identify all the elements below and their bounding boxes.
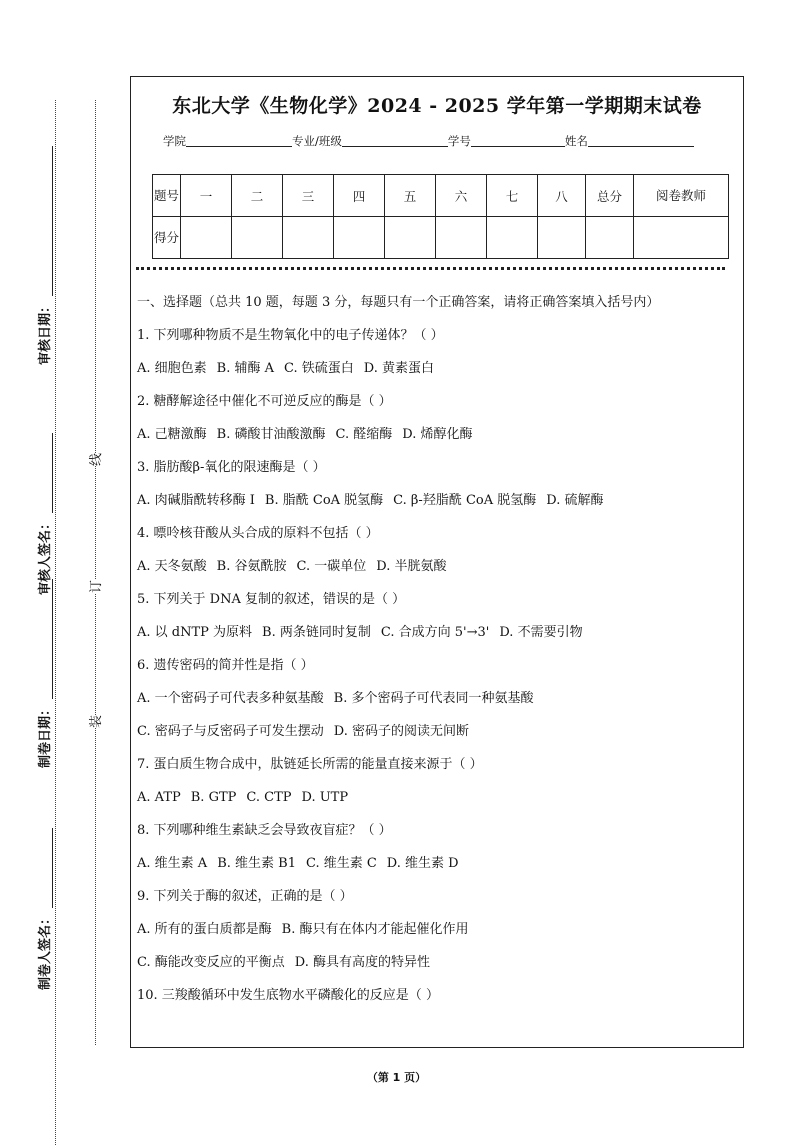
page-number: （第 1 页）	[366, 1071, 427, 1084]
score-col-total: 总分	[586, 175, 634, 217]
question-number-header: 题号	[153, 175, 181, 217]
answer-option: B. 磷酸甘油酸激酶	[216, 427, 326, 442]
answer-option: B. 谷氨酰胺	[216, 559, 287, 574]
review-date-field	[34, 146, 53, 365]
answer-option: D. 酶具有高度的特异性	[294, 955, 430, 970]
option-line	[137, 623, 735, 656]
question-stem: 4. 嘌呤核苷酸从头合成的原料不包括（ ）	[137, 526, 379, 541]
score-col-2: 二	[232, 175, 283, 217]
answer-option: B. 脂酰 CoA 脱氢酶	[264, 493, 384, 508]
answer-option: B. GTP	[190, 790, 237, 805]
name-field[interactable]	[588, 145, 694, 147]
exam-frame	[130, 76, 744, 1048]
review-date-blank[interactable]	[51, 146, 53, 296]
reviewer-signature-label: 审核人签名：	[38, 516, 53, 595]
binding-char-ding: 订	[83, 580, 106, 593]
answer-option: C. β-羟脂酰 CoA 脱氢酶	[393, 493, 537, 508]
answer-option: D. 黄素蛋白	[363, 361, 434, 376]
binding-dotted-line-inner	[95, 100, 96, 1045]
score-col-7: 七	[487, 175, 538, 217]
answer-option: D. 密码子的阅读无间断	[333, 724, 469, 739]
setter-signature-field	[34, 828, 53, 990]
answer-option: C. 密码子与反密码子可发生摆动	[137, 724, 324, 739]
question-stem: 7. 蛋白质生物合成中，肽链延长所需的能量直接来源于（ ）	[137, 757, 483, 772]
question-stem: 1. 下列哪种物质不是生物氧化中的电子传递体？（ ）	[137, 328, 444, 343]
question-stem: 2. 糖酵解途径中催化不可逆反应的酶是（ ）	[137, 394, 392, 409]
option-line	[137, 854, 735, 887]
answer-option: C. 酶能改变反应的平衡点	[137, 955, 285, 970]
answer-option: B. 酶只有在体内才能起催化作用	[281, 922, 469, 937]
option-line	[137, 425, 735, 458]
answer-option: D. 不需要引物	[499, 625, 583, 640]
answer-option: B. 多个密码子可代表同一种氨基酸	[333, 691, 534, 706]
question-stem: 3. 脂肪酸β-氧化的限速酶是（ ）	[137, 460, 326, 475]
binding-char-xian: 线	[83, 453, 106, 466]
score-cell-total[interactable]	[586, 217, 634, 259]
answer-option: B. 辅酶 A	[216, 361, 274, 376]
score-cell-1[interactable]	[181, 217, 232, 259]
score-col-4: 四	[334, 175, 385, 217]
option-line	[137, 722, 735, 755]
question-stem: 5. 下列关于 DNA 复制的叙述，错误的是（ ）	[137, 592, 406, 607]
setter-date-label: 制卷日期：	[38, 702, 53, 768]
score-cell-3[interactable]	[283, 217, 334, 259]
option-line	[137, 491, 735, 524]
student-id-label: 学号	[447, 134, 471, 148]
score-cell-7[interactable]	[487, 217, 538, 259]
answer-option: D. 烯醇化酶	[402, 427, 473, 442]
setter-signature-label: 制卷人签名：	[38, 911, 53, 990]
answer-option: D. 维生素 D	[386, 856, 459, 871]
college-label: 学院	[163, 134, 186, 148]
question-stem: 10. 三羧酸循环中发生底物水平磷酸化的反应是（ ）	[137, 988, 439, 1003]
question-stem: 8. 下列哪种维生素缺乏会导致夜盲症？（ ）	[137, 823, 392, 838]
score-table	[152, 174, 729, 259]
answer-option: C. 合成方向 5'→3'	[380, 625, 490, 640]
score-col-1: 一	[181, 175, 232, 217]
answer-option: C. 铁硫蛋白	[284, 361, 354, 376]
score-col-3: 三	[283, 175, 334, 217]
answer-option: C. 一碳单位	[296, 559, 367, 574]
name-label: 姓名	[564, 134, 588, 148]
reviewer-signature-blank[interactable]	[51, 433, 53, 513]
section-heading: 一、选择题（总共 10 题，每题 3 分，每题只有一个正确答案，请将正确答案填入括号内）	[137, 295, 660, 310]
setter-date-blank[interactable]	[51, 579, 53, 699]
answer-option: A. 肉碱脂酰转移酶 I	[137, 493, 255, 508]
option-line	[137, 557, 735, 590]
answer-option: A. ATP	[137, 790, 181, 805]
score-col-grader: 阅卷教师	[634, 175, 729, 217]
setter-signature-blank[interactable]	[51, 828, 53, 908]
score-cell-4[interactable]	[334, 217, 385, 259]
answer-option: A. 细胞色素	[137, 361, 207, 376]
answer-option: A. 以 dNTP 为原料	[137, 625, 253, 640]
college-field[interactable]	[186, 145, 292, 147]
answer-option: C. 维生素 C	[305, 856, 377, 871]
major-class-label: 专业/班级	[292, 134, 342, 148]
binding-char-zhuang: 装	[83, 715, 106, 728]
major-class-field[interactable]	[342, 145, 448, 147]
option-line	[137, 359, 735, 392]
answer-option: A. 己糖激酶	[137, 427, 207, 442]
answer-option: D. 半胱氨酸	[376, 559, 447, 574]
answer-option: D. 硫解酶	[546, 493, 604, 508]
option-line	[137, 953, 735, 986]
answer-option: A. 维生素 A	[137, 856, 208, 871]
score-col-8: 八	[538, 175, 586, 217]
answer-option: A. 一个密码子可代表多种氨基酸	[137, 691, 324, 706]
binding-dotted-line-outer	[55, 100, 56, 1145]
answer-option: B. 维生素 B1	[217, 856, 296, 871]
score-col-6: 六	[436, 175, 487, 217]
score-col-5: 五	[385, 175, 436, 217]
score-row-header: 得分	[153, 217, 181, 259]
option-line	[137, 689, 735, 722]
dotted-separator	[136, 267, 725, 270]
option-line	[137, 920, 735, 953]
answer-option: C. 醛缩酶	[335, 427, 393, 442]
score-cell-5[interactable]	[385, 217, 436, 259]
score-cell-grader[interactable]	[634, 217, 729, 259]
answer-option: D. UTP	[301, 790, 349, 805]
answer-option: A. 天冬氨酸	[137, 559, 207, 574]
review-date-label: 审核日期：	[38, 299, 53, 365]
score-cell-6[interactable]	[436, 217, 487, 259]
score-cell-2[interactable]	[232, 217, 283, 259]
student-info-row	[163, 133, 694, 149]
setter-date-field	[34, 579, 53, 768]
option-line	[137, 788, 735, 821]
question-stem: 9. 下列关于酶的叙述，正确的是（ ）	[137, 889, 353, 904]
answer-option: B. 两条链同时复制	[262, 625, 371, 640]
reviewer-signature-field	[34, 433, 53, 595]
exam-title: 东北大学《生物化学》2024 - 2025 学年第一学期期末试卷	[172, 95, 702, 117]
answer-option: C. CTP	[246, 790, 292, 805]
answer-option: A. 所有的蛋白质都是酶	[137, 922, 272, 937]
question-stem: 6. 遗传密码的简并性是指（ ）	[137, 658, 314, 673]
question-list	[137, 291, 735, 1019]
student-id-field[interactable]	[471, 145, 565, 147]
score-cell-8[interactable]	[538, 217, 586, 259]
